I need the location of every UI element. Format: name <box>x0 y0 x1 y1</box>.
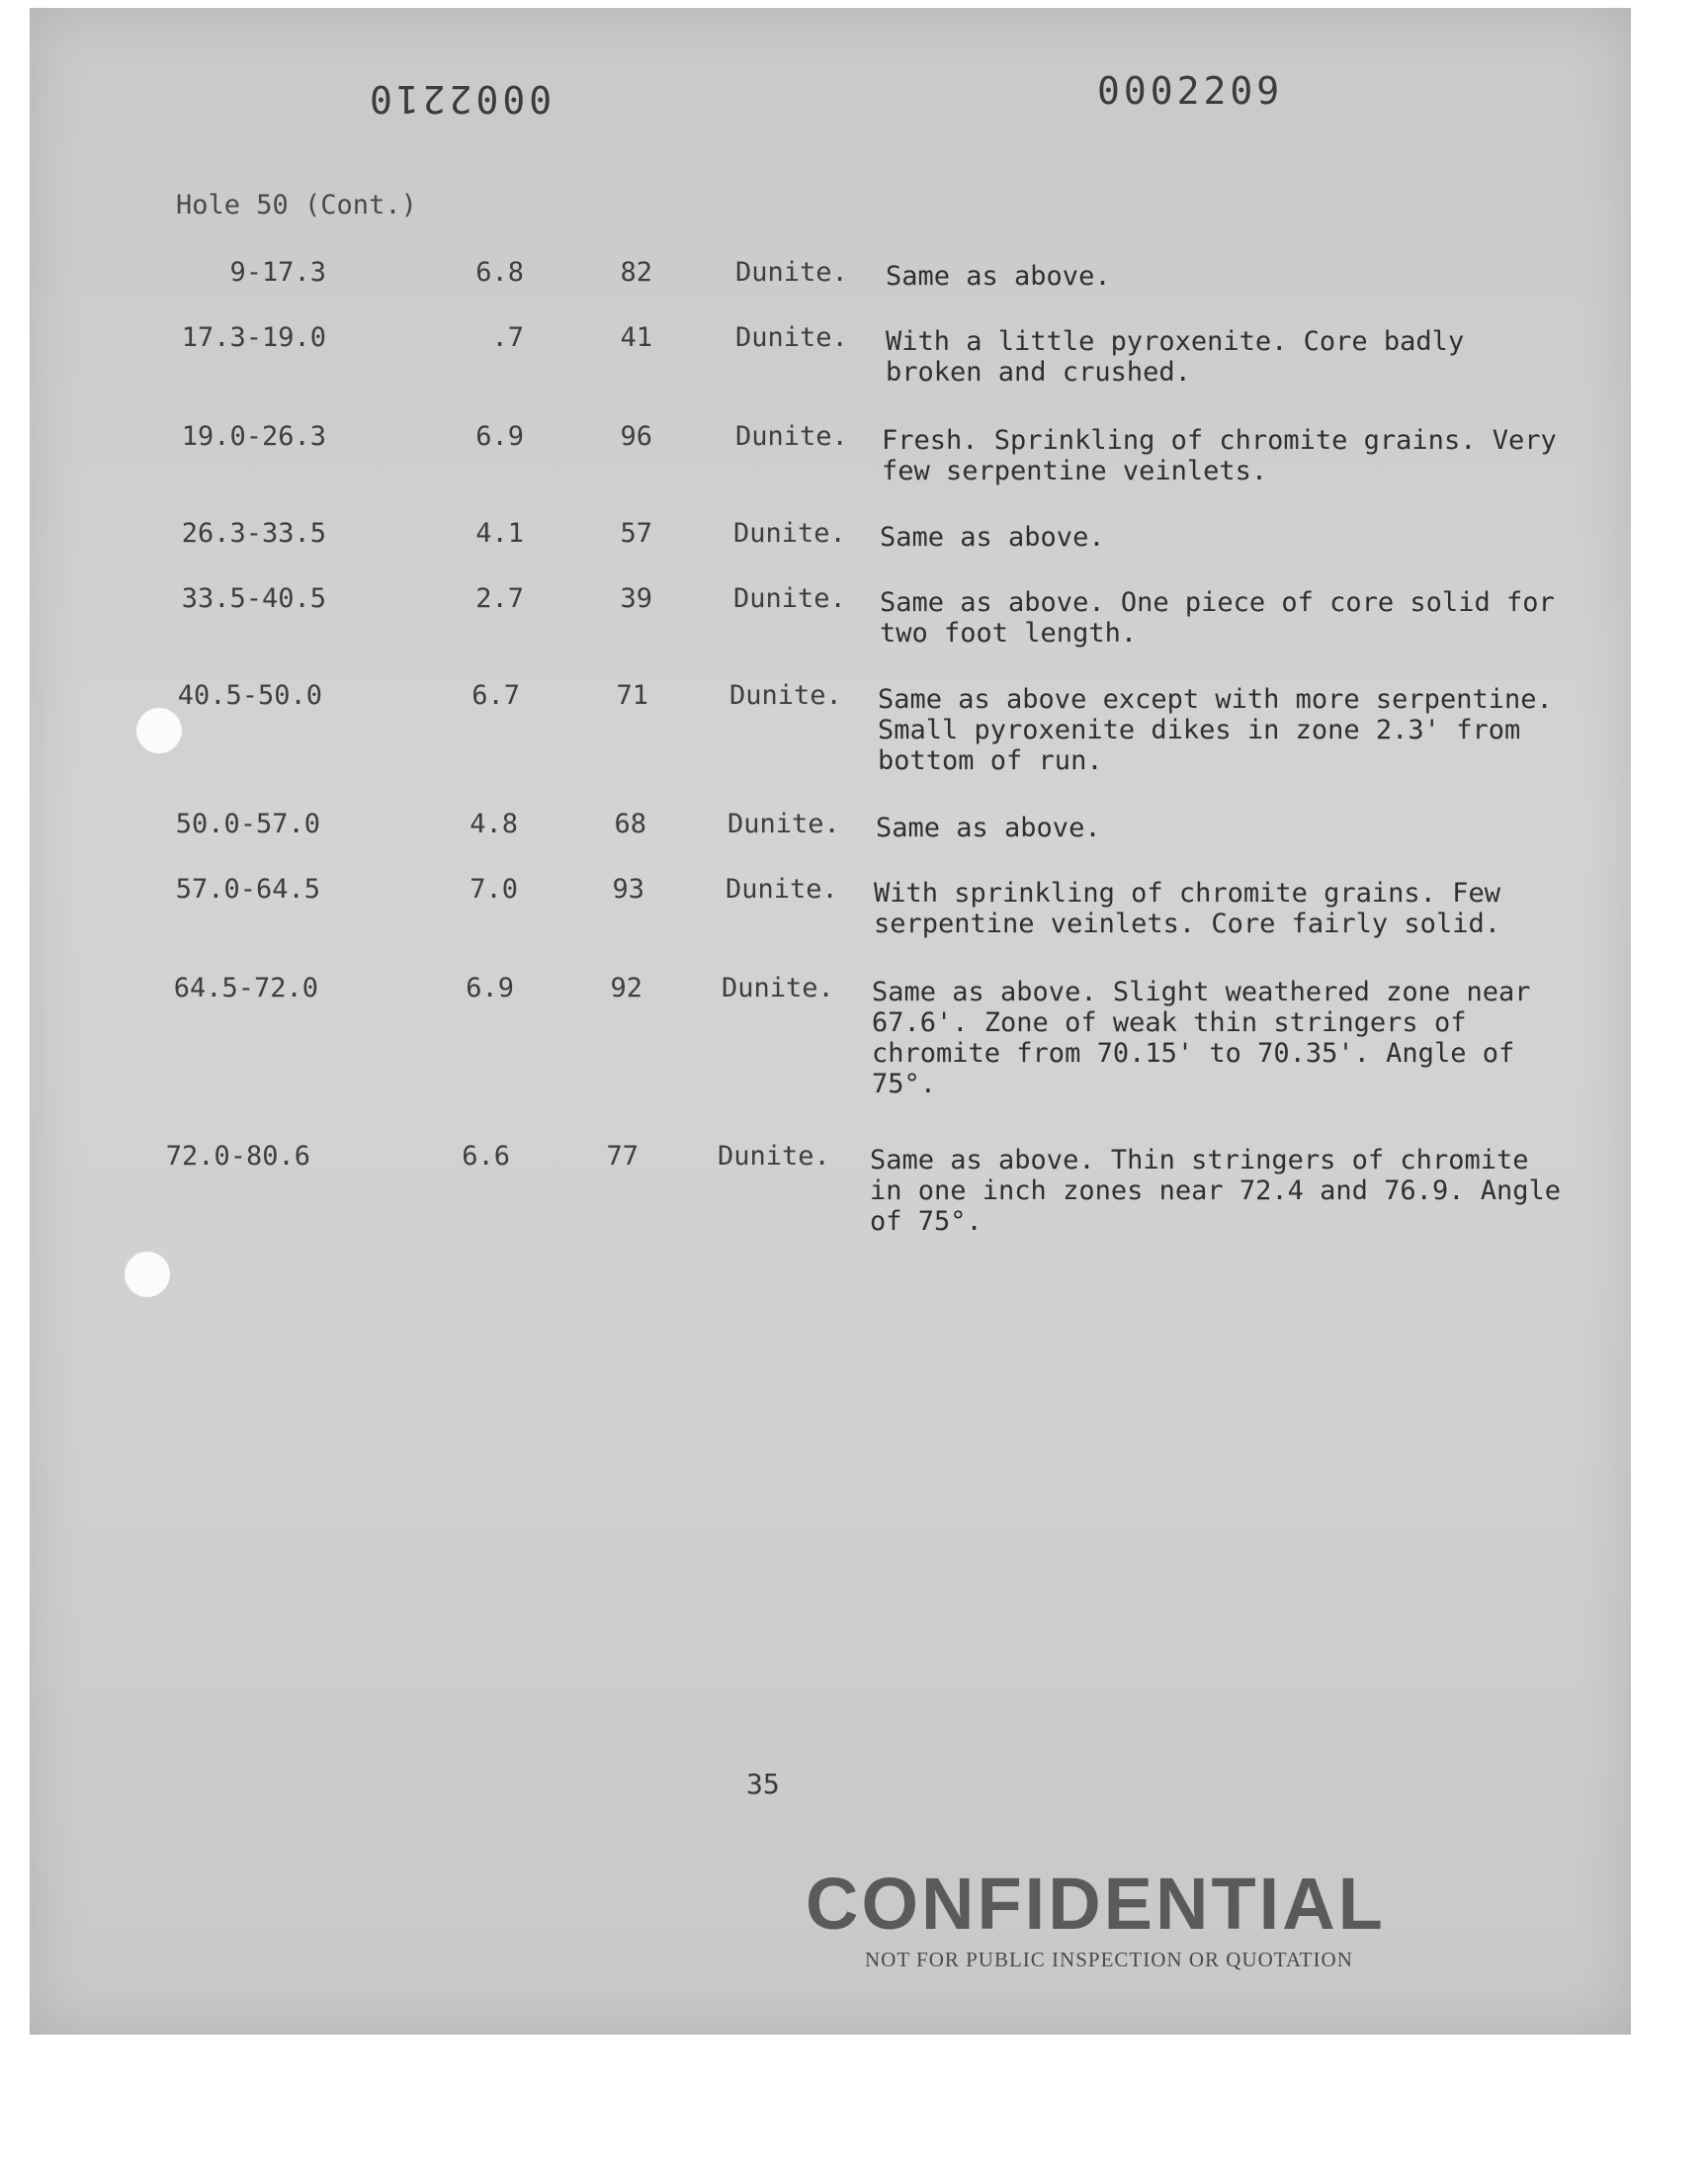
run-cell: 6.6 <box>462 1141 510 1172</box>
description-cell: Same as above. One piece of core solid for two foot length. <box>880 587 1555 649</box>
interval-cell: 19.0-26.3 <box>181 421 326 452</box>
interval-cell: 50.0-57.0 <box>175 809 320 839</box>
rock-type-cell: Dunite. <box>735 322 848 353</box>
interval-cell: 57.0-64.5 <box>175 874 320 905</box>
interval-cell: 17.3-19.0 <box>181 322 326 353</box>
rock-type-cell: Dunite. <box>718 1141 830 1172</box>
description-cell: Same as above. <box>880 522 1105 553</box>
run-cell: 2.7 <box>475 583 524 614</box>
interval-cell: 9-17.3 <box>229 257 326 288</box>
recovery-cell: 96 <box>620 421 652 452</box>
description-cell: With a little pyroxenite. Core badly broken and crushed. <box>886 326 1465 388</box>
run-cell: 4.1 <box>475 518 524 549</box>
section-title: Hole 50 (Cont.) <box>176 190 417 220</box>
rock-type-cell: Dunite. <box>722 973 834 1003</box>
recovery-cell: 68 <box>614 809 646 839</box>
run-cell: 7.0 <box>470 874 518 905</box>
document-page <box>30 8 1631 2035</box>
recovery-cell: 71 <box>616 680 648 711</box>
confidential-notice: NOT FOR PUBLIC INSPECTION OR QUOTATION <box>865 1948 1353 1971</box>
punch-hole-bottom <box>125 1252 170 1297</box>
rock-type-cell: Dunite. <box>733 583 846 614</box>
description-cell: Fresh. Sprinkling of chromite grains. Very few serpentine veinlets. <box>882 425 1557 486</box>
description-cell: Same as above. Slight weathered zone near 67.6'. Zone of weak thin stringers of chromite from 70.15' to 70.35'. Angle of 75°. <box>872 977 1531 1099</box>
recovery-cell: 57 <box>620 518 652 549</box>
page-number: 35 <box>746 1768 780 1800</box>
interval-cell: 26.3-33.5 <box>181 518 326 549</box>
interval-cell: 64.5-72.0 <box>173 973 318 1003</box>
run-cell: .7 <box>491 322 524 353</box>
run-cell: 4.8 <box>470 809 518 839</box>
recovery-cell: 39 <box>620 583 652 614</box>
run-cell: 6.8 <box>475 257 524 288</box>
run-cell: 6.9 <box>475 421 524 452</box>
description-cell: Same as above. <box>876 813 1101 843</box>
rock-type-cell: Dunite. <box>726 874 838 905</box>
rock-type-cell: Dunite. <box>727 809 840 839</box>
description-cell: With sprinkling of chromite grains. Few serpentine veinlets. Core fairly solid. <box>874 878 1500 939</box>
description-cell: Same as above. Thin stringers of chromite in one inch zones near 72.4 and 76.9. Angle of 75°. <box>870 1145 1561 1237</box>
run-cell: 6.7 <box>471 680 520 711</box>
interval-cell: 72.0-80.6 <box>165 1141 310 1172</box>
rock-type-cell: Dunite. <box>733 518 846 549</box>
run-cell: 6.9 <box>466 973 514 1003</box>
recovery-cell: 77 <box>606 1141 639 1172</box>
rock-type-cell: Dunite. <box>729 680 842 711</box>
confidential-stamp: CONFIDENTIAL <box>806 1863 1386 1945</box>
interval-cell: 40.5-50.0 <box>177 680 322 711</box>
recovery-cell: 92 <box>610 973 642 1003</box>
interval-cell: 33.5-40.5 <box>181 583 326 614</box>
recovery-cell: 93 <box>612 874 644 905</box>
rock-type-cell: Dunite. <box>735 421 848 452</box>
description-cell: Same as above except with more serpentine. Small pyroxenite dikes in zone 2.3' from bottom of run. <box>878 684 1553 776</box>
document-number-stamp-right: 0002209 <box>1097 69 1284 113</box>
recovery-cell: 82 <box>620 257 652 288</box>
document-number-stamp-left: 0002210 <box>366 77 553 121</box>
punch-hole-top <box>136 708 182 753</box>
recovery-cell: 41 <box>620 322 652 353</box>
rock-type-cell: Dunite. <box>735 257 848 288</box>
description-cell: Same as above. <box>886 261 1111 292</box>
